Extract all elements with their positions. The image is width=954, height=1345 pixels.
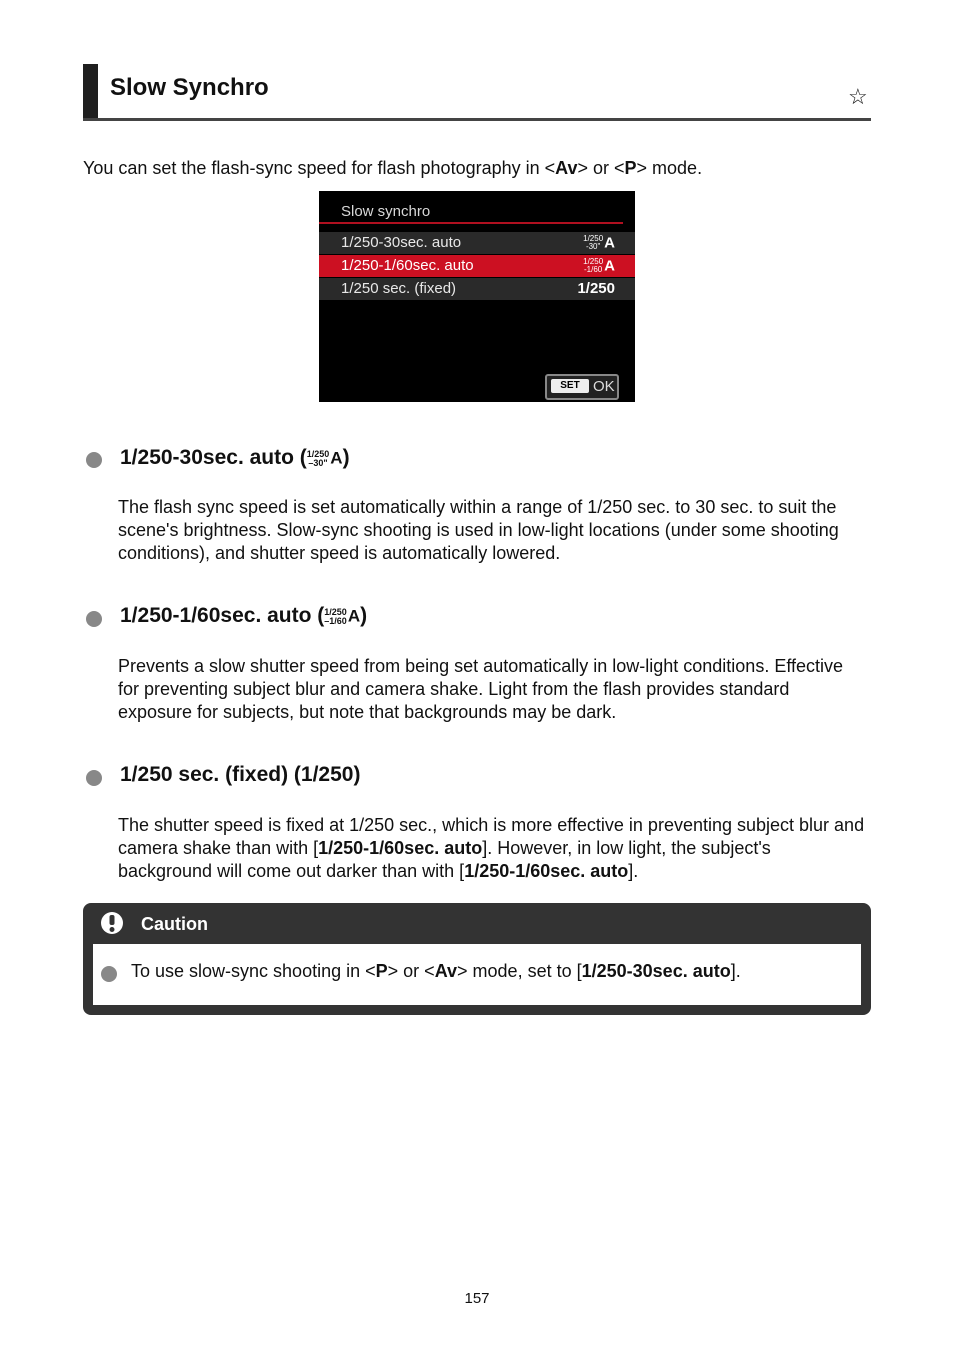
bullet-icon xyxy=(101,966,117,982)
section-heading-30sec-auto: 1/250-30sec. auto ( 1/250 –30" A) xyxy=(120,446,350,469)
sync-1-60sec-auto-icon: 1/250 -1/60 A xyxy=(583,256,615,275)
caution-body xyxy=(93,944,861,1005)
set-ok-button[interactable] xyxy=(545,374,619,400)
screen-title-divider xyxy=(319,222,623,224)
sync-30sec-auto-icon: 1/250 -30" A xyxy=(583,233,615,252)
bullet-icon xyxy=(86,452,102,468)
sync-1-60sec-auto-icon: 1/250 –1/60 A xyxy=(324,606,361,626)
section-heading-1-60sec-auto: 1/250-1/60sec. auto ( 1/250 –1/60 A) xyxy=(120,604,368,627)
caution-text: To use slow-sync shooting in <P> or <Av> mode, set to [1/250-30sec. auto]. xyxy=(131,961,741,981)
sync-fixed-icon: 1/250 xyxy=(577,280,615,297)
page-title: Slow Synchro xyxy=(110,74,269,101)
heading-bar xyxy=(83,64,98,120)
heading-underline xyxy=(83,118,871,121)
screen-title: Slow synchro xyxy=(341,203,431,220)
camera-menu-screenshot xyxy=(319,191,635,402)
bullet-icon xyxy=(86,770,102,786)
bullet-icon xyxy=(86,611,102,627)
ok-label: OK xyxy=(593,378,615,395)
sync-fixed-icon: 1/250 xyxy=(300,763,354,787)
menu-option-1-60sec-auto[interactable]: 1/250-1/60sec. auto 1/250 -1/60 A xyxy=(319,255,635,277)
star-outline-icon: ☆ xyxy=(848,84,868,109)
sync-30sec-auto-icon: 1/250 –30" A xyxy=(306,448,343,468)
page-number: 157 xyxy=(464,1290,490,1307)
menu-option-fixed[interactable]: 1/250 sec. (fixed) 1/250 xyxy=(319,278,635,300)
caution-title: Caution xyxy=(141,914,208,934)
section-heading-fixed: 1/250 sec. (fixed) (1/250) xyxy=(120,763,361,787)
caution-box xyxy=(83,903,871,1015)
section-text-fixed: The shutter speed is fixed at 1/250 sec., which is more effective in preventing subject blur and camera shake than with [1/250-1/60sec. auto]. However, in low light, the subject's background will come out darker than with [1/250-1/60sec. auto]. xyxy=(118,815,865,881)
menu-option-30sec-auto[interactable]: 1/250-30sec. auto 1/250 -30" A xyxy=(319,232,635,254)
intro-text: You can set the flash-sync speed for flash photography in <Av> or <P> mode. xyxy=(83,158,703,178)
section-text-1-60sec-auto: Prevents a slow shutter speed from being set automatically in low-light conditions. Effective for preventing subject blur and camera shake. Light from the flash provides standard exposure for subjects, but note that backgrounds may be dark. xyxy=(118,656,844,722)
caution-icon xyxy=(100,911,124,935)
set-label: SET xyxy=(551,379,589,393)
section-text-30sec-auto: The flash sync speed is set automatically within a range of 1/250 sec. to 30 sec. to suit the scene's brightness. Slow-sync shooting is used in low-light locations (under some shooting conditions), and shutter speed is automatically lowered. xyxy=(118,497,839,563)
